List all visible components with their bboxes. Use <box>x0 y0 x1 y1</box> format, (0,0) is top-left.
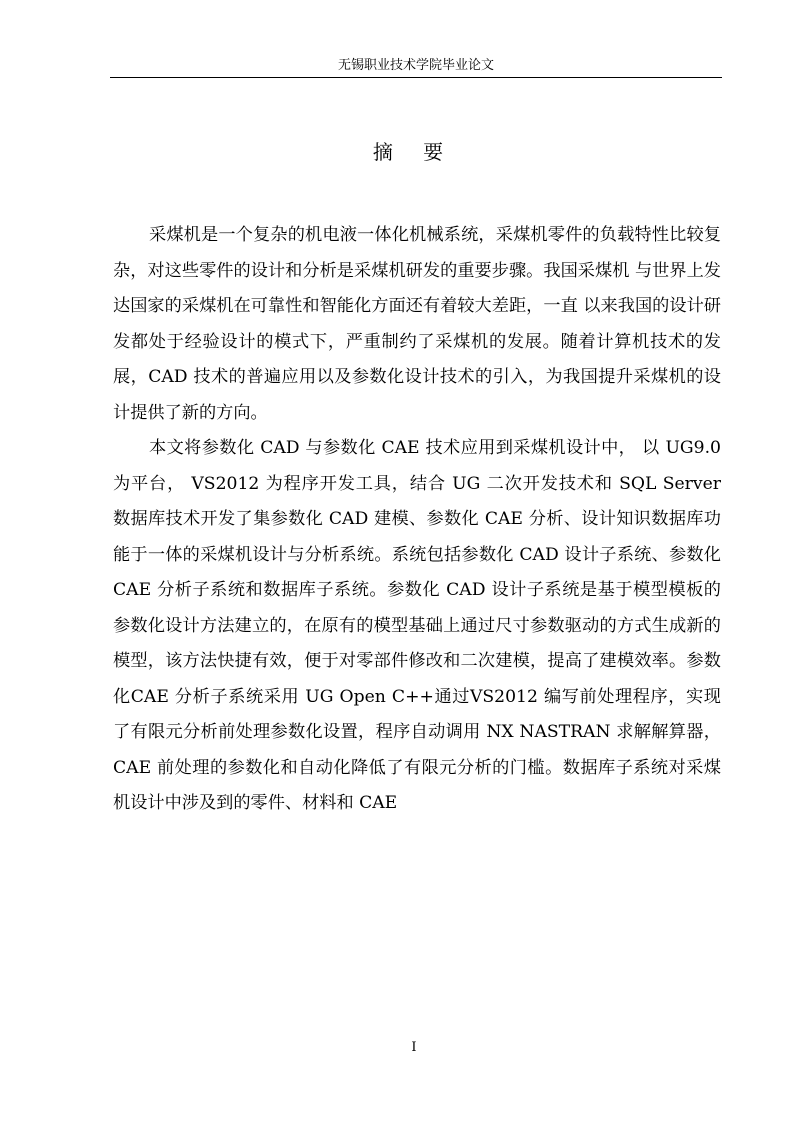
abstract-body <box>113 218 721 822</box>
header-divider <box>110 77 722 78</box>
paragraph: 采煤机是一个复杂的机电液一体化机械系统，采煤机零件的负载特性比较复杂，对这些零件的设计和分析是采煤机研发的重要步骤。我国采煤机 与世界上发达国家的采煤机在可靠性和智能化方面还有着较大差距，一直 以来我国的设计研发都处于经验设计的模式下，严重制约了采煤机的发展。随着计算机技术的发展，CAD 技术的普遍应用以及参数化设计技术的引入，为我国提升采煤机的设计提供了新的方向。 <box>113 225 721 423</box>
paragraph: 本文将参数化 CAD 与参数化 CAE 技术应用到采煤机设计中， 以 UG9.0 为平台， VS2012 为程序开发工具，结合 UG 二次开发技术和 SQL Server 数据库技术开发了集参数化 CAD 建模、参数化 CAE 分析、设计知识数据库功能于一体的采煤机设计与分析系统。系统包括参数化 CAD 设计子系统、参数化 CAE 分析子系统和数据库子系统。参数化 CAD 设计子系统是基于模型模板的参数化设计方法建立的，在原有的模型基础上通过尺寸参数驱动的方式生成新的模型，该方法快捷有效，便于对零部件修改和二次建模，提高了建模效率。参数化CAE 分析子系统采用 UG Open C++通过VS2012 编写前处理程序，实现了有限元分析前处理参数化设置，程序自动调用 NX NASTRAN 求解解算器，CAE 前处理的参数化和自动化降低了有限元分析的门槛。数据库子系统对采煤机设计中涉及到的零件、材料和 CAE <box>113 438 721 813</box>
page-number: I <box>411 1040 417 1055</box>
page-title: 摘 要 <box>372 140 456 164</box>
running-header: 无锡职业技术学院毕业论文 <box>337 58 494 73</box>
